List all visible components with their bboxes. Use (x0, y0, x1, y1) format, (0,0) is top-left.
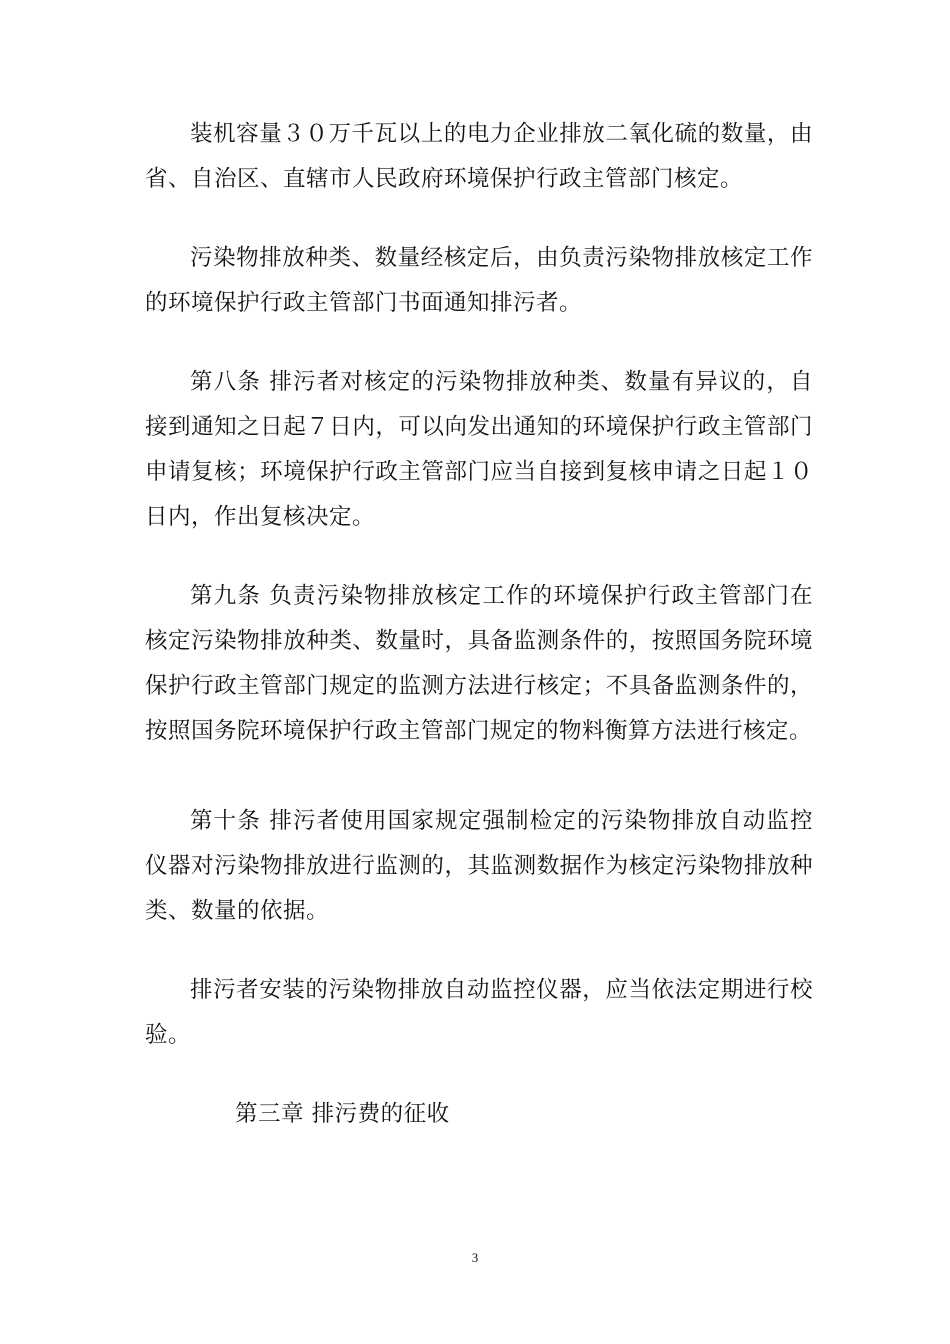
paragraph-article-10: 第十条 排污者使用国家规定强制检定的污染物排放自动监控仪器对污染物排放进行监测的，其监测数据作为核定污染物排放种类、数量的依据。 (145, 808, 813, 924)
paragraph-article-9: 第九条 负责污染物排放核定工作的环境保护行政主管部门在核定污染物排放种类、数量时，具备监测条件的，按照国务院环境保护行政主管部门规定的监测方法进行核定；不具备监测条件的，按照国务院环境保护行政主管部门规定的物料衡算方法进行核定。 (145, 583, 813, 744)
paragraph-written-notice: 污染物排放种类、数量经核定后，由负责污染物排放核定工作的环境保护行政主管部门书面通知排污者。 (145, 245, 813, 316)
paragraph-article-8: 第八条 排污者对核定的污染物排放种类、数量有异议的，自接到通知之日起７日内，可以向发出通知的环境保护行政主管部门申请复核；环境保护行政主管部门应当自接到复核申请之日起１０日内，作出复核决定。 (145, 369, 813, 530)
paragraph-capacity-sulfur-dioxide: 装机容量３０万千瓦以上的电力企业排放二氧化硫的数量，由省、自治区、直辖市人民政府环境保护行政主管部门核定。 (145, 121, 813, 192)
page-number: 3 (471, 1250, 479, 1265)
chapter-heading: 第三章 排污费的征收 (235, 1101, 450, 1127)
paragraph-instrument-calibration: 排污者安装的污染物排放自动监控仪器，应当依法定期进行校验。 (145, 977, 813, 1048)
